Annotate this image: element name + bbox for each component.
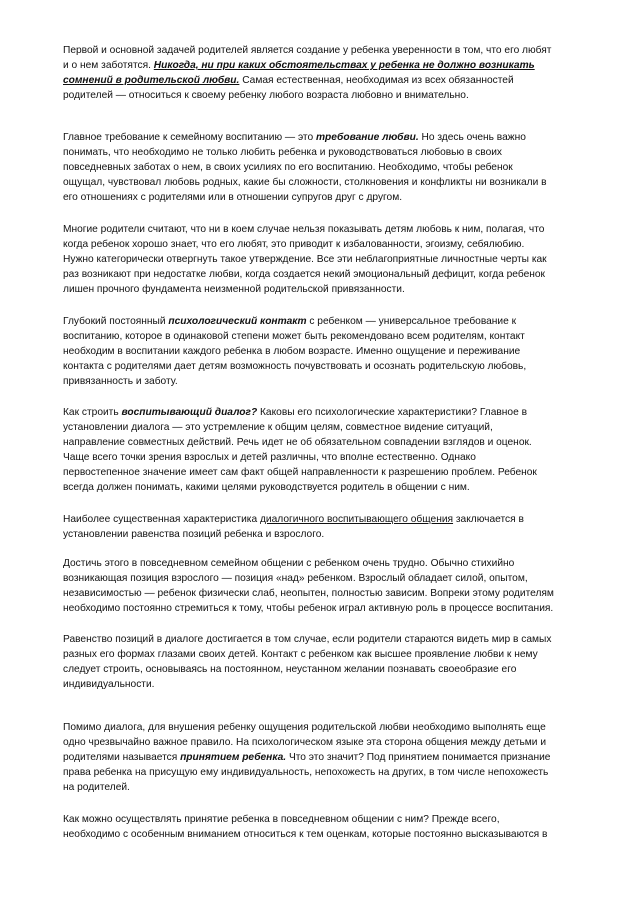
paragraph-5	[63, 405, 581, 495]
line: его отношениях с родителями или в отношении супругов друг с другом.	[63, 192, 403, 203]
emphasis: психологический контакт	[168, 316, 307, 327]
line: Первой и основной задачей родителей является создание у ребенка уверенности в том, что его любят	[63, 45, 552, 56]
paragraph-9	[63, 720, 581, 795]
line: контакта с родителями дает детям возможность почувствовать и осознать родительскую любовь,	[63, 361, 527, 372]
line: права ребенка на присущую ему индивидуальность, непохожесть на других, в том числе непохожесть	[63, 767, 549, 778]
emphasis: принятием ребенка.	[180, 752, 287, 763]
line: необходимо постоянно стремиться к тому, чтобы ребенок играл активную роль в процессе воспитания.	[63, 603, 554, 614]
line: установлении диалога — это устремление к общим целям, совместное видение ситуаций,	[63, 422, 493, 433]
line: Равенство позиций в диалоге достигается в том случае, если родители стараются видеть мир в самых	[63, 634, 552, 645]
emphasis-underlined: сомнений в родительской любви.	[63, 75, 240, 86]
paragraph-6	[63, 512, 581, 542]
line: Главное требование к семейному воспитанию — это требование любви. Но здесь очень важно	[63, 132, 526, 143]
paragraph-1	[63, 43, 581, 103]
line: привязанность и заботу.	[63, 376, 178, 387]
line: родителей — относиться к своему ребенку любого возраста любовно и внимательно.	[63, 90, 469, 101]
line: Как можно осуществлять принятие ребенка в повседневном общении с ним? Прежде всего,	[63, 814, 500, 825]
line: Чаще всего точки зрения взрослых и детей различны, что вполне естественно. Однако	[63, 452, 476, 463]
line: Помимо диалога, для внушения ребенку ощущения родительской любви необходимо выполнять еще	[63, 722, 546, 733]
line: независимостью — ребенок физически слаб, неопытен, полностью зависим. Вопреки этому родителям	[63, 588, 554, 599]
line: одно чрезвычайно важное правило. На психологическом языке эта сторона общения между детьми и	[63, 737, 547, 748]
line: Наиболее существенная характеристика диалогичного воспитывающего общения заключается в	[63, 514, 524, 525]
line: Достичь этого в повседневном семейном общении с ребенком очень трудно. Обычно стихийно	[63, 558, 515, 569]
emphasis: воспитывающий диалог?	[121, 407, 258, 418]
line: всегда должен понимать, какими целями руководствуется родитель в общении с ним.	[63, 482, 470, 493]
emphasis: требование любви.	[315, 132, 419, 143]
line: когда ребенок хорошо знает, что его любят, это приводит к избалованности, эгоизму, себялюбию.	[63, 239, 525, 250]
line: Многие родители считают, что ни в коем случае нельзя показывать детям любовь к ним, полагая, что	[63, 224, 545, 235]
line: понимать, что необходимо не только любить ребенка и руководствоваться любовью в своих	[63, 147, 503, 158]
paragraph-3	[63, 222, 581, 297]
line: на родителей.	[63, 782, 130, 793]
line: необходимо с особенным вниманием относиться к тем оценкам, которые постоянно высказываются в	[63, 829, 548, 840]
paragraph-10	[63, 812, 581, 842]
line: сомнений в родительской любви. Самая естественная, необходимая из всех обязанностей	[63, 75, 514, 86]
line: направление совместных действий. Речь идет не об обязательном совпадении взглядов и оценок.	[63, 437, 532, 448]
line: Как строить воспитывающий диалог? Каковы его психологические характеристики? Главное в	[63, 407, 528, 418]
line: раз возникают при недостатке любви, когда создается некий эмоциональный дефицит, когда ребенок	[63, 269, 545, 280]
line: повседневных заботах о нем, в своих усилиях по его воспитанию. Необходимо, чтобы ребенок	[63, 162, 513, 173]
line: необходим в воспитании каждого ребенка в любом возрасте. Именно ощущение и переживание	[63, 346, 521, 357]
line: родителями называется принятием ребенка. Что это значит? Под принятием понимается признание	[63, 752, 551, 763]
paragraph-2	[63, 130, 581, 205]
paragraph-8	[63, 632, 581, 692]
line: Глубокий постоянный психологический контакт с ребенком — универсальное требование к	[63, 316, 517, 327]
line: лишен прочного фундамента неизменной родительской привязанности.	[63, 284, 405, 295]
line: и о нем заботятся. Никогда, ни при каких обстоятельствах у ребенка не должно возникать	[63, 60, 535, 71]
underlined-phrase: диалогичного воспитывающего общения	[259, 514, 454, 525]
paragraph-7	[63, 556, 581, 616]
line: следует строить, основываясь на постоянном, неустанном желании познавать своеобразие его	[63, 664, 517, 675]
line: воспитанию, которое в одинаковой степени может быть рекомендовано всем родителям, контакт	[63, 331, 525, 342]
line: Нужно категорически отвергнуть такое утверждение. Все эти неблагоприятные личностные черты как	[63, 254, 547, 265]
paragraph-4	[63, 314, 581, 389]
line: установлении равенства позиций ребенка и взрослого.	[63, 529, 325, 540]
emphasis-underlined: Никогда, ни при каких обстоятельствах у ребенка не должно возникать	[153, 60, 535, 71]
line: ощущал, чувствовал любовь родных, какие бы сложности, столкновения и конфликты ни возникали в	[63, 177, 547, 188]
line: индивидуальности.	[63, 679, 155, 690]
line: возникающая позиция взрослого — позиция «над» ребенком. Взрослый обладает силой, опытом,	[63, 573, 528, 584]
line: разных его формах глазами своих детей. Контакт с ребенком как высшее проявление любви к нему	[63, 649, 538, 660]
line: первостепенное значение имеет сам факт общей направленности к разрешению проблем. Ребенок	[63, 467, 537, 478]
